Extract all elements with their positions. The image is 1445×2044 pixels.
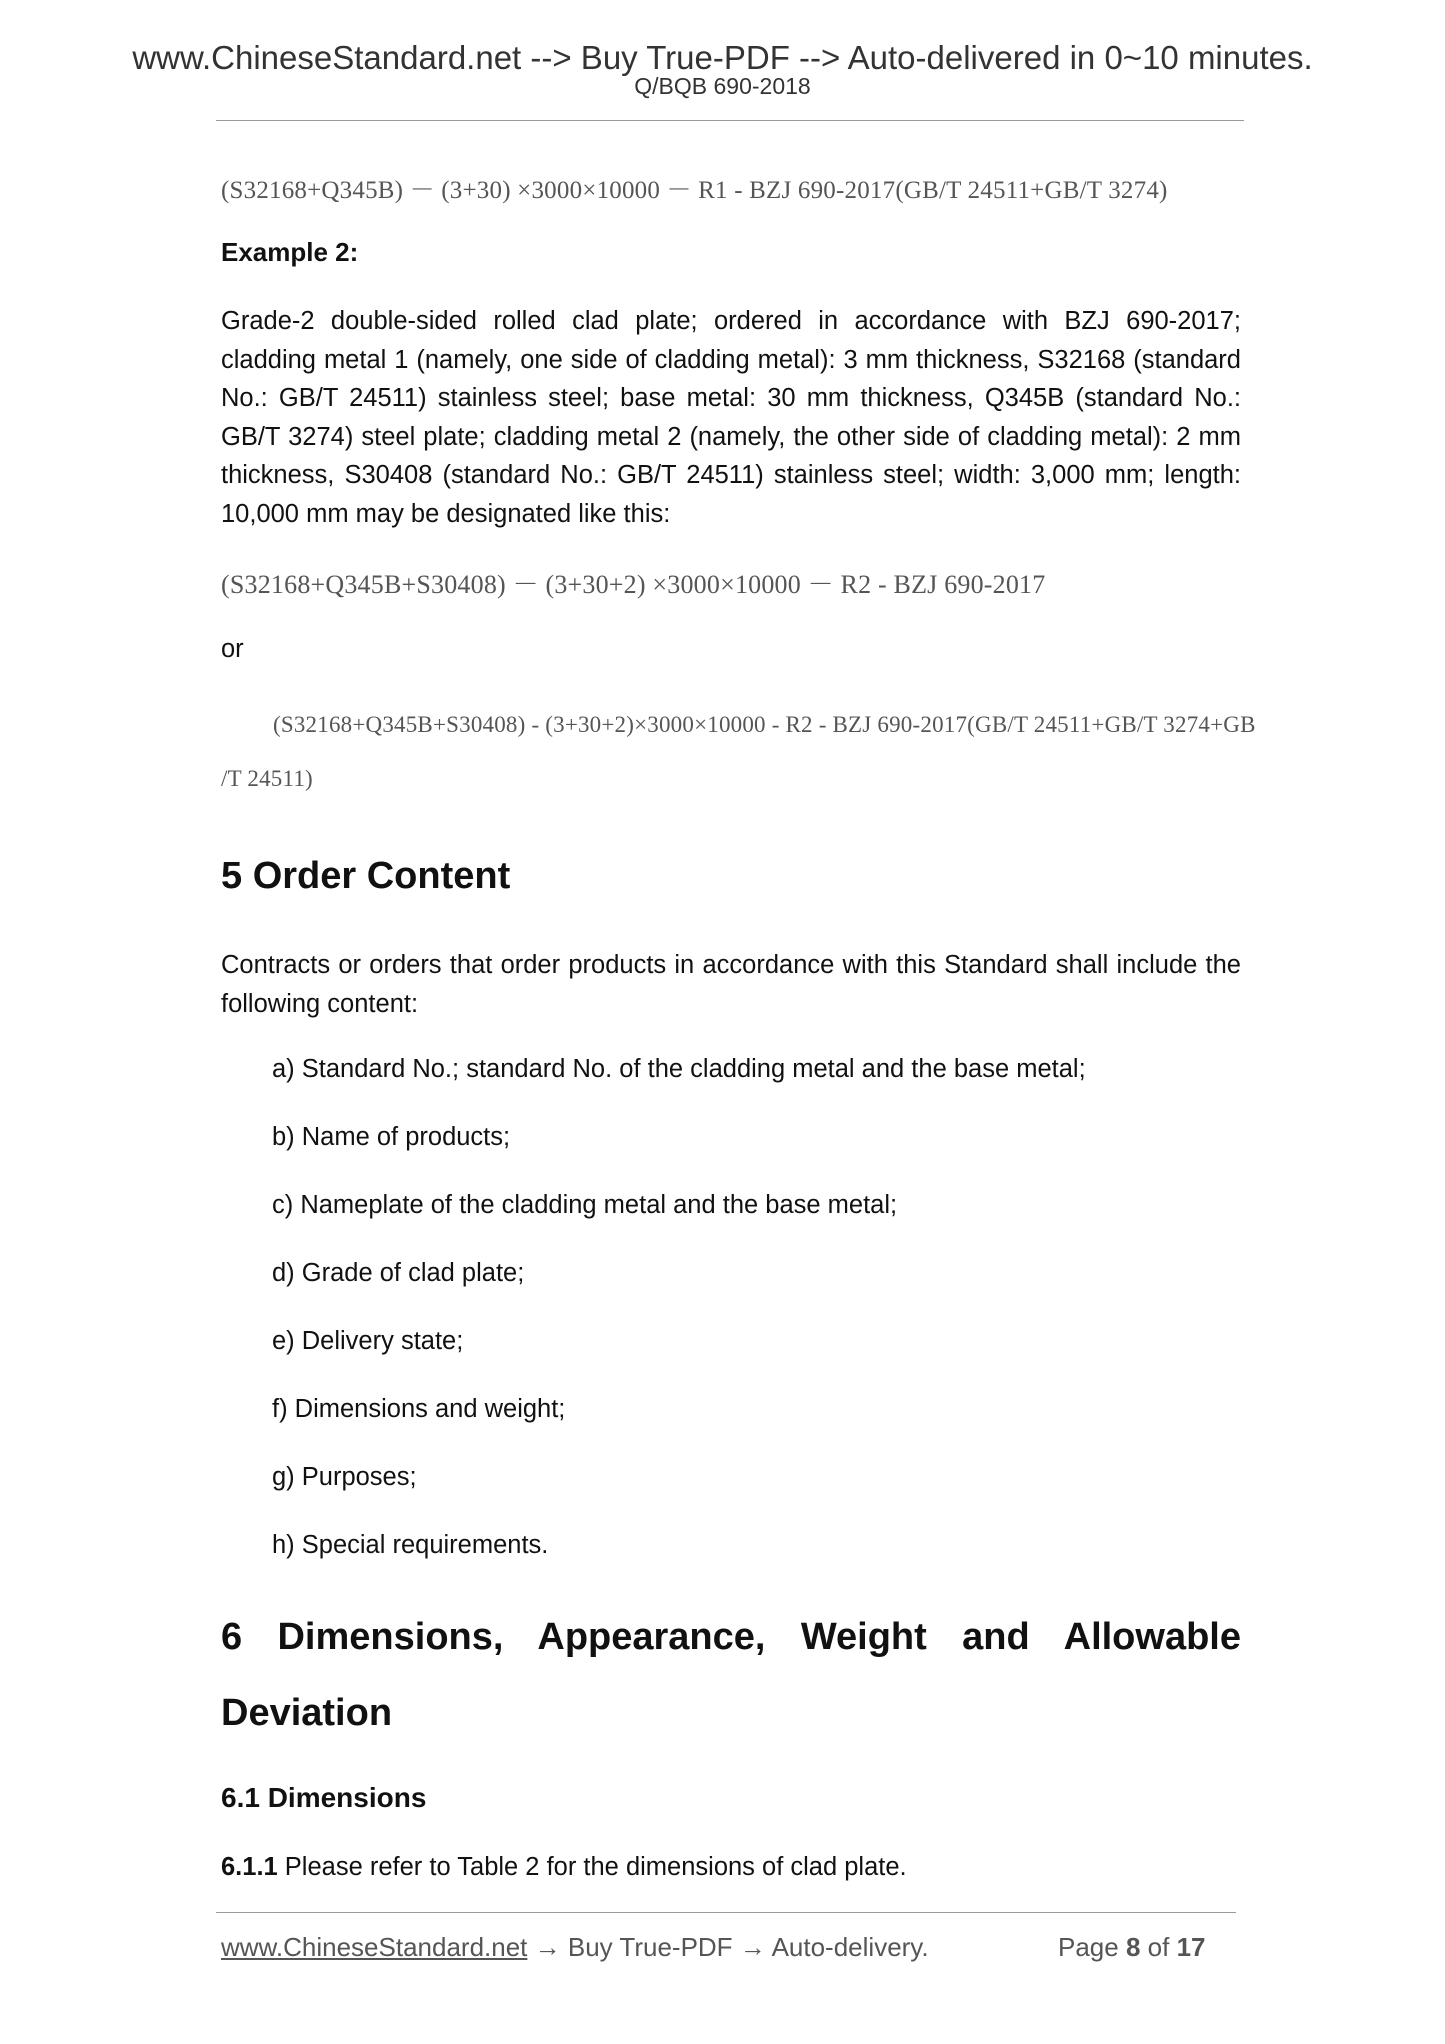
document-number: Q/BQB 690-2018 bbox=[634, 73, 811, 99]
page-indicator bbox=[1058, 1932, 1206, 1963]
example-2-paragraph: Grade-2 double-sided rolled clad plate; ordered in accordance with BZJ 690-2017; cladding metal 1 (namely, one side of cladding metal): 3 mm thickness, S32168 (standard No.: GB/T 24511) stainless steel; base metal: 30 mm thickness, Q345B (standard No.: GB/T 3274) steel plate; cladding metal 2 (namely, the other side of cladding metal): 2 mm thickness, S30408 (standard No.: GB/T 24511) stainless steel; width: 3,000 mm; length: 10,000 mm may be designated like this: bbox=[221, 307, 1241, 528]
list-item: g) Purposes; bbox=[272, 1463, 417, 1491]
or-text: or bbox=[221, 635, 244, 663]
list-item: a) Standard No.; standard No. of the cladding metal and the base metal; bbox=[272, 1055, 1086, 1083]
list-item: b) Name of products; bbox=[272, 1123, 511, 1151]
clause-6-1-1 bbox=[221, 1848, 1241, 1887]
page-label: Page bbox=[1058, 1932, 1119, 1962]
section-6-1-heading: 6.1 Dimensions bbox=[221, 1782, 427, 1813]
designation-formula-1: (S32168+Q345B) － (3+30) ×3000×10000 － R1 - BZJ 690-2017(GB/T 24511+GB/T 3274) bbox=[221, 177, 1168, 204]
list-item: d) Grade of clad plate; bbox=[272, 1259, 525, 1287]
footer-link[interactable] bbox=[221, 1932, 929, 1963]
section-6-heading: 6 Dimensions, Appearance, Weight and Allowable Deviation bbox=[221, 1616, 1241, 1734]
footer-site-link[interactable]: www.ChineseStandard.net bbox=[221, 1932, 528, 1962]
designation-formula-3-line-1: (S32168+Q345B+S30408) - (3+30+2)×3000×10000 - R2 - BZJ 690-2017(GB/T 24511+GB/T 3274+GB bbox=[273, 712, 1256, 737]
list-item: h) Special requirements. bbox=[272, 1531, 549, 1559]
example-2-label: Example 2: bbox=[221, 237, 359, 267]
top-banner: www.ChineseStandard.net --> Buy True-PDF --> Auto-delivered in 0~10 minutes. bbox=[132, 39, 1313, 76]
page-of: of bbox=[1147, 1932, 1170, 1962]
section-5-heading: 5 Order Content bbox=[221, 855, 511, 897]
designation-formula-3-line-2: /T 24511) bbox=[221, 766, 313, 791]
header-divider bbox=[216, 120, 1244, 121]
list-item: e) Delivery state; bbox=[272, 1327, 464, 1355]
footer-tagline: → Buy True-PDF → Auto-delivery. bbox=[527, 1932, 929, 1962]
footer-divider bbox=[216, 1912, 1236, 1913]
list-item: f) Dimensions and weight; bbox=[272, 1395, 566, 1423]
page-total: 17 bbox=[1176, 1932, 1206, 1962]
section-5-intro: Contracts or orders that order products in accordance with this Standard shall include the following content: bbox=[221, 951, 1241, 1018]
page-current: 8 bbox=[1125, 1932, 1141, 1962]
designation-formula-2: (S32168+Q345B+S30408) － (3+30+2) ×3000×10000 － R2 - BZJ 690-2017 bbox=[221, 570, 1046, 599]
list-item: c) Nameplate of the cladding metal and the base metal; bbox=[272, 1191, 898, 1219]
clause-text: Please refer to Table 2 for the dimensions of clad plate. bbox=[277, 1853, 907, 1881]
clause-number: 6.1.1 bbox=[221, 1853, 278, 1881]
